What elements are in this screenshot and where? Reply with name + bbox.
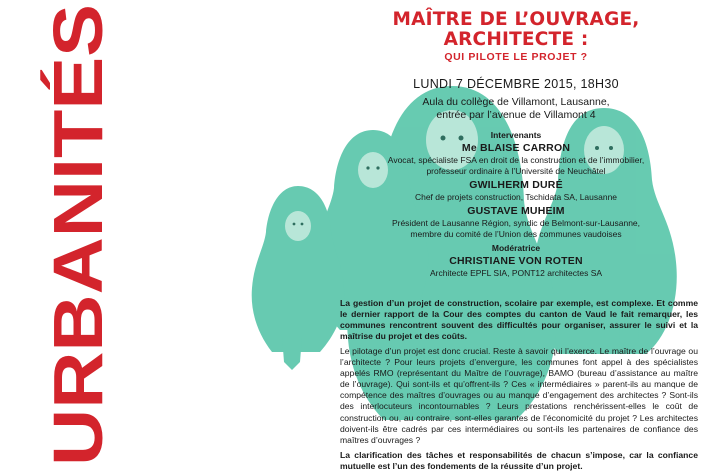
venue-line1: Aula du collège de Villamont, Lausanne, <box>422 96 610 108</box>
speaker-name: Me BLAISE CARRON <box>461 142 571 154</box>
speaker-description: Chef de projets construction, Tschidata SA, Lausanne <box>414 192 618 202</box>
speaker-description: Président de Lausanne Région, syndic de Belmont-sur-Lausanne, membre du comité de l’Union des communes vaudoises <box>391 218 641 239</box>
moderator-description: Architecte EPFL SIA, PONT12 architectes SA <box>429 268 603 278</box>
moderator-label: Modératrice <box>491 243 541 253</box>
event-title-line2: ARCHITECTE : <box>443 29 589 50</box>
moderator-name: CHRISTIANE VON ROTEN <box>449 255 583 267</box>
speakers-label: Intervenants <box>490 130 542 140</box>
event-title-line1: MAÎTRE DE L’OUVRAGE, <box>392 9 640 30</box>
venue-line2: entrée par l’avenue de Villamont 4 <box>436 109 596 121</box>
speaker-name: GWILHERM DURÉ <box>469 179 563 191</box>
event-title <box>340 10 692 50</box>
event-subtitle: QUI PILOTE LE PROJET ? <box>444 51 588 63</box>
event-venue <box>340 96 692 122</box>
body-paragraph: La gestion d’un projet de construction, scolaire par exemple, est complexe. Et comme le dernier rapport de la Cour des comptes du canton de Vaud le fait remarquer, les communes rencontrent souvent des difficultés pour organiser, assurer le suivi et la maîtrise du projet et des coûts. <box>340 298 698 342</box>
event-date: LUNDI 7 DÉCEMBRE 2015, 18H30 <box>413 77 619 91</box>
speaker-description: Avocat, spécialiste FSA en droit de la construction et de l’immobilier, professeur ordinaire à l’Université de Neuchâtel <box>387 155 645 176</box>
speaker-name: GUSTAVE MUHEIM <box>467 205 565 217</box>
body-paragraph: La clarification des tâches et responsabilités de chacun s’impose, car la confiance mutuelle est l’un des fondements de la réussite d’un projet. <box>340 450 698 472</box>
body-paragraph: Le pilotage d’un projet est donc crucial. Reste à savoir qui l’exerce. Le maître de l’ouvrage ou l’architecte ? Pour leurs projets d’envergure, les communes font appel à des spécialistes appelés RMO (représentant du Maître de l’ouvrage), BAMO (bureau d’assistance au maître de l’ouvrage). Qui sont-ils et qu’offrent-ils ? Ces « intermédiaires » parent-ils au manque de compétence des maîtres d’ouvrages ou au manque d’engagement des architectes ? Sont-ils des interlocuteurs incontournables ? Leurs prestations renchérissent-elles le coût de construction ou, au contraire, sont-elles garantes de l’économicité du projet ? Les architectes doivent-ils être cadrés par ces intermédiaires ou sont-ils les partenaires de confiance des maîtres d’ouvrages ? <box>340 346 698 445</box>
brand-wordmark-text: URBANITÉS <box>39 57 117 466</box>
